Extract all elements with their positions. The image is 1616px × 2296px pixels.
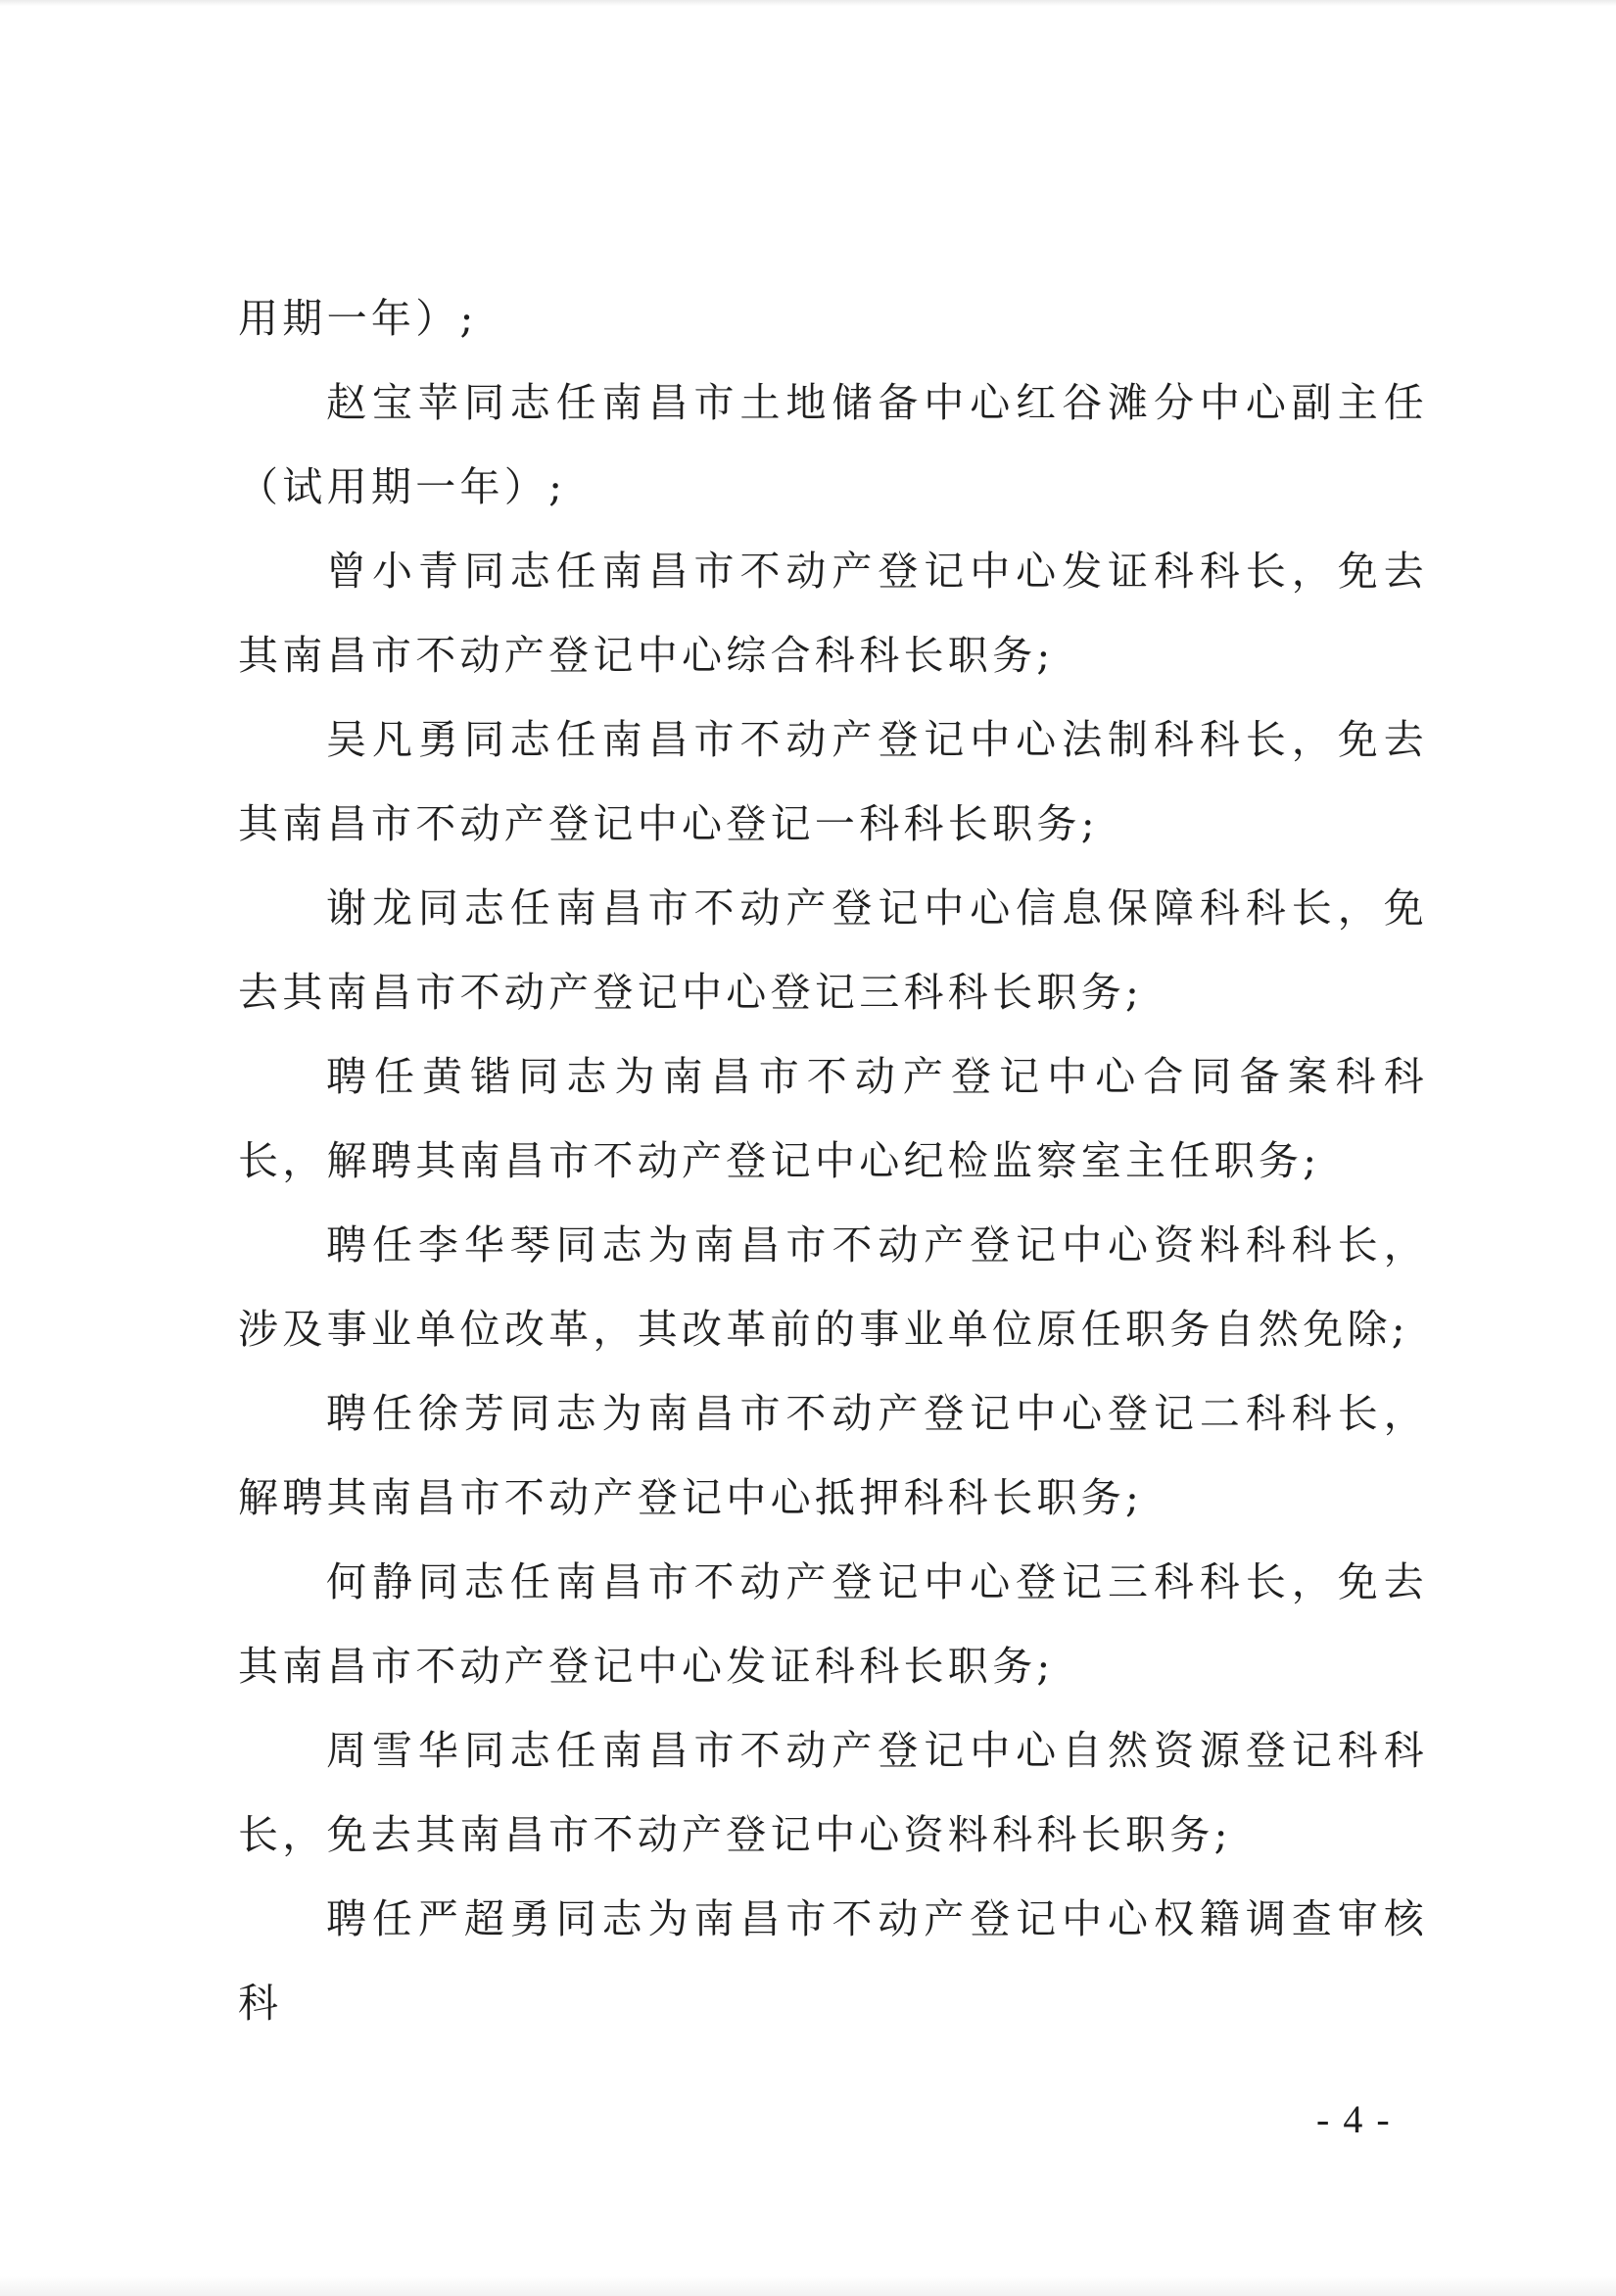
paragraph-2: 赵宝苹同志任南昌市土地储备中心红谷滩分中心副主任（试用期一年）; bbox=[238, 379, 1428, 510]
scan-edge-top bbox=[0, 0, 1616, 6]
paragraph-4: 吴凡勇同志任南昌市不动产登记中心法制科科长，免去其南昌市不动产登记中心登记一科科长职务; bbox=[238, 716, 1428, 847]
scan-edge-bottom bbox=[0, 2276, 1616, 2296]
document-body bbox=[238, 276, 1428, 2045]
paragraph-1: 用期一年）; bbox=[238, 295, 478, 342]
paragraph-7: 聘任李华琴同志为南昌市不动产登记中心资料科科长，涉及事业单位改革，其改革前的事业单位原任职务自然免除; bbox=[238, 1221, 1428, 1353]
page-number: - 4 - bbox=[1316, 2097, 1392, 2141]
paragraph-6: 聘任黄锴同志为南昌市不动产登记中心合同备案科科长，解聘其南昌市不动产登记中心纪检监察室主任职务; bbox=[238, 1053, 1428, 1184]
paragraph-3: 曾小青同志任南昌市不动产登记中心发证科科长，免去其南昌市不动产登记中心综合科科长职务; bbox=[238, 548, 1428, 679]
paragraph-8: 聘任徐芳同志为南昌市不动产登记中心登记二科科长，解聘其南昌市不动产登记中心抵押科科长职务; bbox=[238, 1390, 1428, 1521]
paragraph-9: 何静同志任南昌市不动产登记中心登记三科科长，免去其南昌市不动产登记中心发证科科长职务; bbox=[238, 1558, 1428, 1690]
paragraph-5: 谢龙同志任南昌市不动产登记中心信息保障科科长，免去其南昌市不动产登记中心登记三科科长职务; bbox=[238, 885, 1428, 1016]
paragraph-10: 周雪华同志任南昌市不动产登记中心自然资源登记科科长，免去其南昌市不动产登记中心资料科科长职务; bbox=[238, 1727, 1428, 1858]
paragraph-11: 聘任严超勇同志为南昌市不动产登记中心权籍调查审核科 bbox=[238, 1895, 1428, 2027]
